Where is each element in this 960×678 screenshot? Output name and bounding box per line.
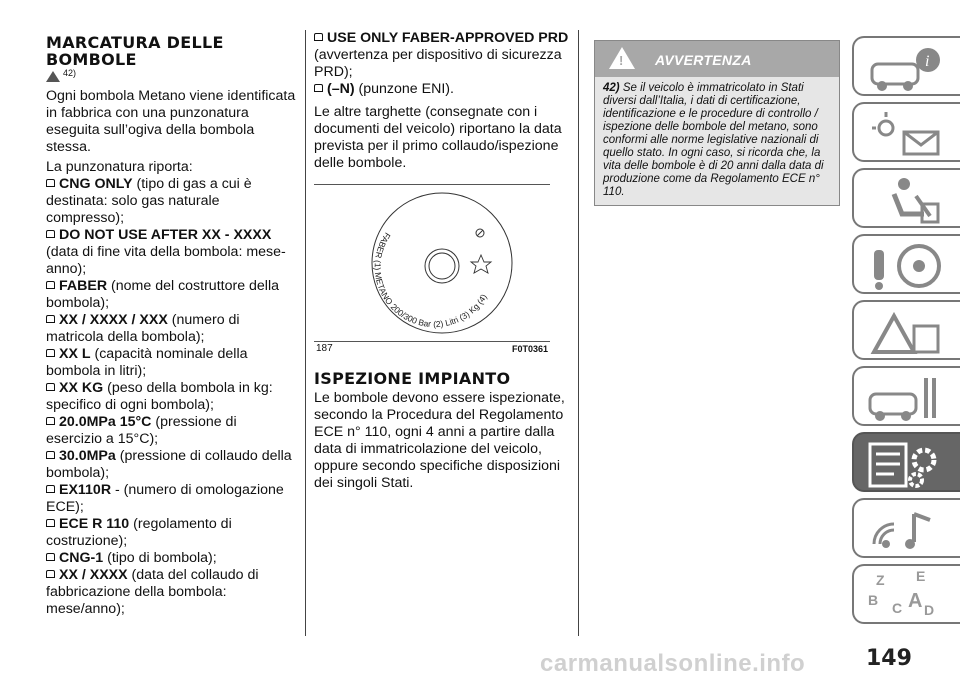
list-item-code: 30.0MPa	[59, 448, 116, 464]
list-item-code: XX KG	[59, 380, 104, 396]
list-item-code: XX / XXXX	[59, 567, 128, 583]
section-title-ispezione: ISPEZIONE IMPIANTO	[314, 369, 511, 388]
figure-code: F0T0361	[511, 344, 548, 354]
cylinder-stamp-drawing	[314, 188, 550, 338]
chapter-tab-8[interactable]	[852, 498, 960, 558]
index-letter: D	[924, 602, 935, 618]
inspection-paragraph: Le bombole devono essere ispezionate, secondo la Procedura del Regolamento ECE n° 110, ogni 4 anni a partire dalla data di immatricolazione del veicolo, oppure secondo specifiche disposizioni dei singoli Stati.	[314, 390, 565, 491]
bullet-icon	[314, 33, 323, 41]
list-item-desc: (regolamento di costruzione);	[46, 516, 232, 549]
warning-header	[595, 41, 839, 77]
bullet-icon	[46, 315, 55, 323]
column-right	[594, 40, 838, 206]
list-item	[46, 176, 296, 227]
chapter-tab-2[interactable]	[852, 102, 960, 162]
list-item-code: CNG-1	[59, 550, 104, 566]
list-item-desc: (data di fine vita della bombola: mese-anno);	[46, 244, 286, 277]
exclamation-icon: !	[619, 53, 624, 68]
outro-paragraph: Le altre targhette (consegnate con i documenti del veicolo) riportano la data prevista per il primo collaudo/ispezione delle bombole.	[314, 104, 562, 171]
marking-list	[46, 176, 296, 618]
list-item-desc: - (numero di omologazione ECE);	[46, 482, 284, 515]
list-item-code: FABER	[59, 278, 108, 294]
list-item-code: EX110R	[59, 482, 112, 498]
bullet-icon	[46, 570, 55, 578]
list-item-desc: (pressione di collaudo della bombola);	[46, 448, 292, 481]
column-middle	[314, 30, 570, 492]
warning-ref: 42)	[603, 82, 620, 94]
column-divider	[305, 30, 306, 636]
column-left	[46, 34, 296, 618]
list-item	[46, 448, 296, 482]
figure-bottom-rule	[314, 341, 550, 342]
list-item-code: ECE R 110	[59, 516, 130, 532]
figure-cylinder-stamp	[314, 184, 550, 356]
list-item-desc: (nome del costruttore della bombola);	[46, 278, 280, 311]
list-item-desc: (avvertenza per dispositivo di sicurezza PRD);	[314, 47, 562, 80]
chapter-tab-7[interactable]	[852, 432, 960, 492]
list-item-desc: (tipo di bombola);	[103, 550, 217, 566]
figure-number: 187	[316, 343, 333, 354]
list-item	[46, 550, 296, 567]
list-item-code: XX L	[59, 346, 91, 362]
warning-small-icon	[46, 71, 60, 82]
section-title-marcatura: MARCATURA DELLE BOMBOLE	[46, 33, 224, 69]
stamp-text: FABER (1) METANO 200/300 Bar (2) Litri (3) Kg (4)	[372, 230, 489, 330]
bullet-icon	[46, 383, 55, 391]
list-item-desc: (capacità nominale della bombola in litri);	[46, 346, 248, 379]
list-item	[46, 482, 296, 516]
list-item-desc: (pressione di esercizio a 15°C);	[46, 414, 237, 447]
list-item-desc: (numero di matricola della bombola);	[46, 312, 240, 345]
intro-paragraph: Ogni bombola Metano viene identificata in fabbrica con una punzonatura eseguita sull’ogiva della bombola stessa.	[46, 88, 296, 155]
list-item-code: (–N)	[327, 81, 355, 97]
list-item	[46, 346, 296, 380]
list-item-code: CNG ONLY	[59, 176, 133, 192]
list-item-desc: (peso della bombola in kg: specifico di ogni bombola);	[46, 380, 273, 413]
warning-text: Se il veicolo è immatricolato in Stati diversi dall’Italia, i dati di certificazione, identificazione e le procedure di controllo / ispezione delle bombole del metano, sono conformi alle norme legislative nazionali di quello stato. In ogni caso, si ricorda che, la vita delle bombole è di 20 anni dalla data di produzione come da Regolamento ECE n° 110.	[603, 82, 824, 198]
svg-text:i: i	[925, 53, 930, 70]
bullet-icon	[46, 179, 55, 187]
index-letter: A	[908, 590, 923, 612]
chapter-tab-6[interactable]	[852, 366, 960, 426]
list-item	[46, 380, 296, 414]
list-item	[46, 227, 296, 278]
list-item-desc: (data del collaudo di fabbricazione della bombola: mese/anno);	[46, 567, 259, 617]
warning-body	[595, 77, 839, 205]
bullet-icon	[46, 349, 55, 357]
list-item	[46, 312, 296, 346]
chapter-tab-5[interactable]	[852, 300, 960, 360]
lead-paragraph: La punzonatura riporta:	[46, 159, 193, 175]
list-item-code: USE ONLY FABER-APPROVED PRD	[327, 30, 569, 46]
index-letter: B	[868, 592, 879, 608]
bullet-icon	[46, 485, 55, 493]
list-item	[314, 30, 570, 81]
list-item	[314, 81, 570, 98]
chapter-tab-4[interactable]	[852, 234, 960, 294]
index-letter: C	[892, 600, 903, 616]
list-item-code: DO NOT USE AFTER XX - XXXX	[59, 227, 272, 243]
bullet-icon	[46, 230, 55, 238]
list-item-desc: (punzone ENI).	[354, 81, 454, 97]
bullet-icon	[46, 519, 55, 527]
watermark: carmanualsonline.info	[540, 650, 806, 677]
list-item	[46, 567, 296, 618]
ref-number: 42)	[63, 68, 77, 78]
list-item	[46, 414, 296, 448]
column-divider-2	[578, 30, 579, 636]
bullet-icon	[46, 553, 55, 561]
warning-title: AVVERTENZA	[655, 52, 752, 68]
list-item	[46, 516, 296, 550]
list-item-code: XX / XXXX / XXX	[59, 312, 168, 328]
ref-line	[46, 68, 296, 88]
chapter-tab-9[interactable]	[852, 564, 960, 624]
warning-box	[594, 40, 840, 206]
bullet-icon	[46, 451, 55, 459]
index-letter: E	[916, 568, 926, 584]
figure-top-rule	[314, 184, 550, 185]
chapter-tab-1[interactable]	[852, 36, 960, 96]
bullet-icon	[314, 84, 323, 92]
marking-list-continued	[314, 30, 570, 98]
bullet-icon	[46, 417, 55, 425]
index-letter: Z	[876, 572, 885, 588]
list-item-code: 20.0MPa 15°C	[59, 414, 152, 430]
chapter-tab-3[interactable]	[852, 168, 960, 228]
bullet-icon	[46, 281, 55, 289]
list-item	[46, 278, 296, 312]
page-number: 149	[866, 646, 912, 671]
list-item-desc: (tipo di gas a cui è destinata: solo gas naturale compresso);	[46, 176, 252, 226]
